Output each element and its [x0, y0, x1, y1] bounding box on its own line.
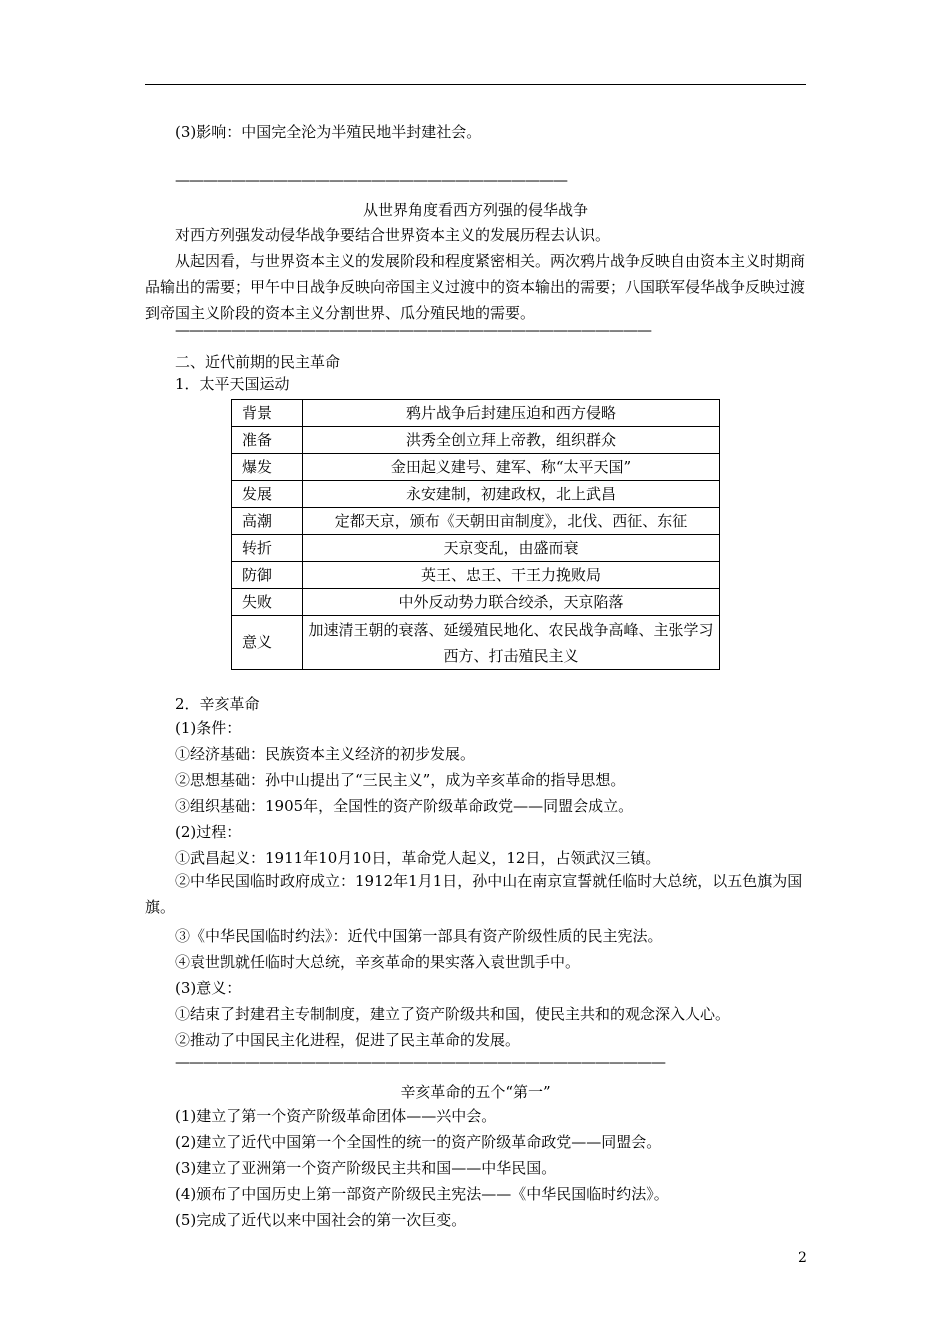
table-value: 天京变乱，由盛而衰	[303, 535, 720, 562]
table-value: 洪秀全创立拜上帝教，组织群众	[303, 427, 720, 454]
box1-title: 从世界角度看西方列强的侵华战争	[362, 201, 588, 219]
process-heading: (2)过程：	[175, 823, 242, 841]
box2-dash: ———————————————————————————————————	[175, 1053, 665, 1071]
table-row	[232, 454, 720, 481]
table-value: 英王、忠王、干王力挽败局	[303, 562, 720, 589]
subsection-taiping: 1．太平天国运动	[175, 375, 290, 393]
section-heading: 二、近代前期的民主革命	[175, 353, 341, 371]
table-row	[232, 508, 720, 535]
box2-title: 辛亥革命的五个“第一”	[400, 1083, 551, 1101]
first-item-1: (1)建立了第一个资产阶级革命团体——兴中会。	[175, 1107, 497, 1125]
process-yuan: ④袁世凯就任临时大总统，辛亥革命的果实落入袁世凯手中。	[175, 953, 581, 971]
table-row	[232, 535, 720, 562]
header-rule	[145, 84, 806, 85]
process-government: ②中华民国临时政府成立：1912年1月1日，孙中山在南京宣誓就任临时大总统，以五色旗为国旗。	[145, 872, 803, 916]
first-item-4: (4)颁布了中国历史上第一部资产阶级民主宪法——《中华民国临时约法》。	[175, 1185, 669, 1203]
process-wuchang: ①武昌起义：1911年10月10日，革命党人起义，12日，占领武汉三镇。	[175, 849, 661, 867]
table-key: 失败	[232, 589, 303, 616]
condition-economic: ①经济基础：民族资本主义经济的初步发展。	[175, 745, 476, 763]
table-key: 防御	[232, 562, 303, 589]
first-item-5: (5)完成了近代以来中国社会的第一次巨变。	[175, 1211, 467, 1229]
table-key: 爆发	[232, 454, 303, 481]
table-value: 鸦片战争后封建压迫和西方侵略	[303, 400, 720, 427]
impact-line: (3)影响：中国完全沦为半殖民地半封建社会。	[175, 123, 482, 141]
box1-paragraph-2: 从起因看，与世界资本主义的发展阶段和程度紧密相关。两次鸦片战争反映自由资本主义时期商品输出的需要；甲午中日战争反映向帝国主义过渡中的资本输出的需要；八国联军侵华战争反映过渡到帝国主义阶段的资本主义分割世界、瓜分殖民地的需要。	[145, 252, 806, 322]
table-key: 高潮	[232, 508, 303, 535]
table-value: 中外反动势力联合绞杀，天京陷落	[303, 589, 720, 616]
subsection-xinhai: 2．辛亥革命	[175, 695, 260, 713]
significance-heading: (3)意义：	[175, 979, 242, 997]
table-value: 加速清王朝的衰落、延缓殖民地化、农民战争高峰、主张学习西方、打击殖民主义	[303, 616, 720, 670]
table-value: 定都天京，颁布《天朝田亩制度》，北伐、西征、东征	[303, 508, 720, 535]
significance-2: ②推动了中国民主化进程，促进了民主革命的发展。	[175, 1031, 521, 1049]
condition-ideology: ②思想基础：孙中山提出了“三民主义”，成为辛亥革命的指导思想。	[175, 771, 626, 789]
condition-organization: ③组织基础：1905年，全国性的资产阶级革命政党——同盟会成立。	[175, 797, 634, 815]
table-row	[232, 589, 720, 616]
first-item-3: (3)建立了亚洲第一个资产阶级民主共和国——中华民国。	[175, 1159, 557, 1177]
table-value: 永安建制，初建政权，北上武昌	[303, 481, 720, 508]
box1-top-dash: ————————————————————————————	[175, 171, 567, 189]
table-key: 转折	[232, 535, 303, 562]
first-item-2: (2)建立了近代中国第一个全国性的统一的资产阶级革命政党——同盟会。	[175, 1133, 662, 1151]
table-row	[232, 400, 720, 427]
table-row	[232, 481, 720, 508]
box1-paragraph-1: 对西方列强发动侵华战争要结合世界资本主义的发展历程去认识。	[175, 226, 611, 244]
process-constitution: ③《中华民国临时约法》：近代中国第一部具有资产阶级性质的民主宪法。	[175, 927, 663, 945]
table-key: 意义	[232, 616, 303, 670]
table-key: 背景	[232, 400, 303, 427]
page-number: 2	[798, 1250, 807, 1266]
table-row	[232, 616, 720, 670]
table-row	[232, 562, 720, 589]
table-key: 发展	[232, 481, 303, 508]
box1-bottom-dash: ——————————————————————————————————	[175, 321, 651, 339]
significance-1: ①结束了封建君主专制制度，建立了资产阶级共和国，使民主共和的观念深入人心。	[175, 1005, 731, 1023]
table-row	[232, 427, 720, 454]
taiping-table	[231, 399, 720, 670]
table-key: 准备	[232, 427, 303, 454]
table-value: 金田起义建号、建军、称“太平天国”	[303, 454, 720, 481]
conditions-heading: (1)条件：	[175, 719, 242, 737]
